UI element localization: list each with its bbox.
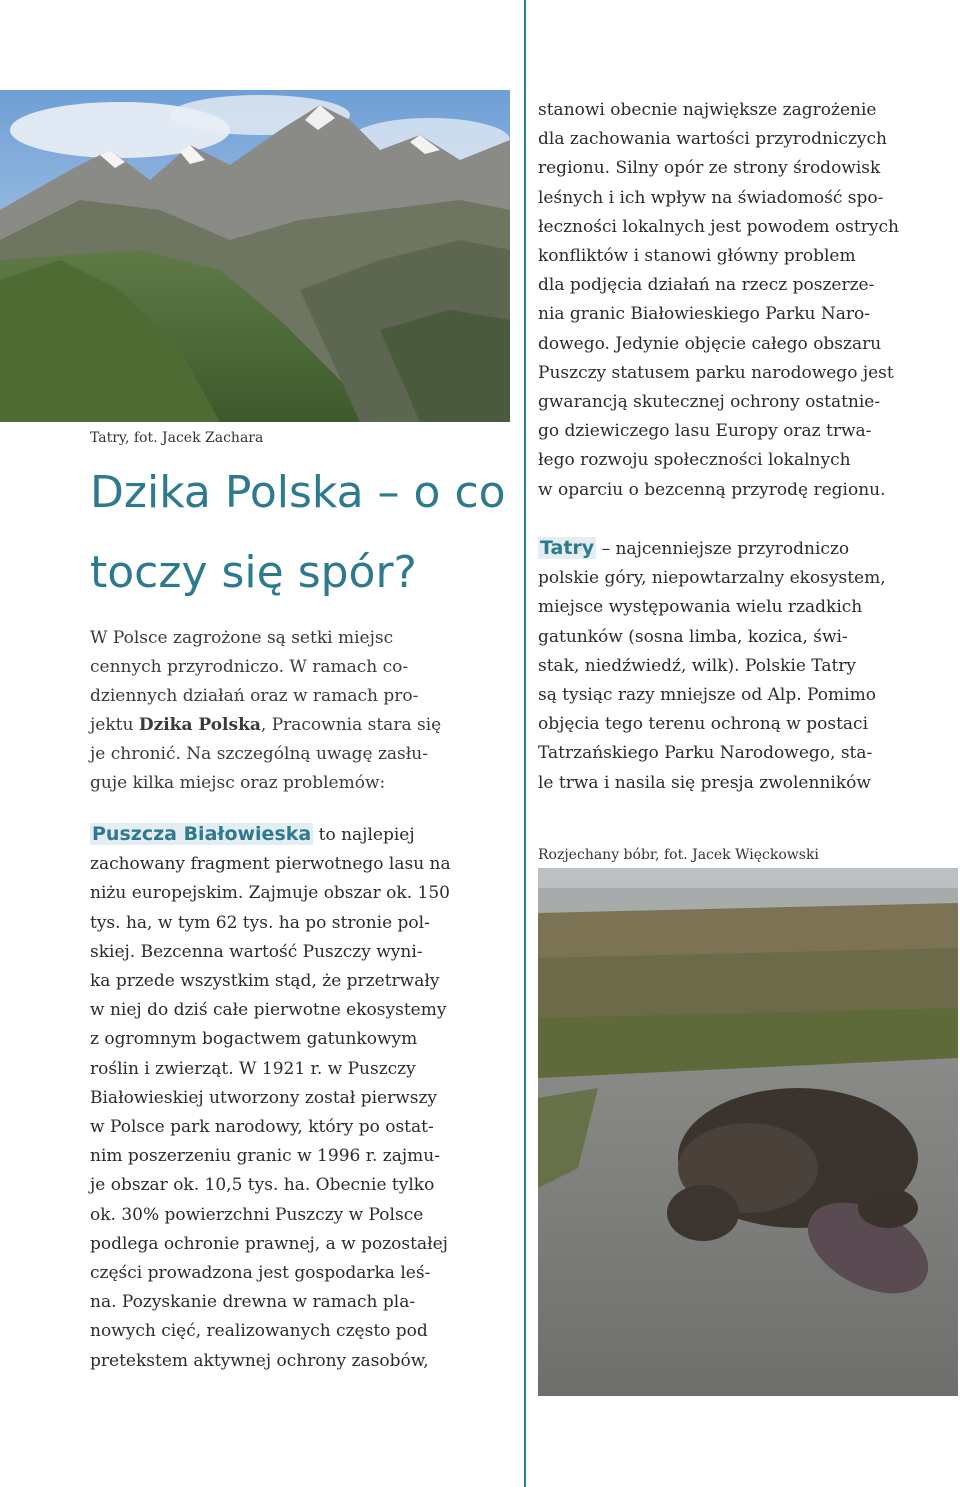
text-line: guje kilka miejsc oraz problemów: [90,773,386,793]
text-line: na. Pozyskanie drewna w ramach pla- [90,1292,416,1313]
text-line: le trwa i nasila się presja zwolenników [538,772,871,793]
text-line: dowego. Jedynie objęcie całego obszaru [538,333,882,354]
text-line: dziennych działań oraz w ramach pro- [90,686,419,706]
text-line: leśnych i ich wpływ na świadomość spo- [538,187,884,208]
text-fragment: to najlepiej [313,825,415,845]
section-heading-tatry: Tatry [540,537,595,559]
text-line: Tatrzańskiego Parku Narodowego, sta- [538,743,873,764]
text-line: je obszar ok. 10,5 tys. ha. Obecnie tylko [90,1175,435,1196]
text-line: w niej do dziś całe pierwotne ekosystemy [90,1000,447,1021]
continuation-paragraph [538,96,899,505]
column-divider [524,0,526,1487]
mountains-photo [0,90,510,422]
text-line [90,711,441,740]
text-line [90,820,451,850]
project-name: Dzika Polska [138,715,261,735]
text-line: w Polsce park narodowy, który po ostat- [90,1117,434,1138]
text-line: gwarancją skutecznej ochrony ostatnie- [538,392,881,413]
text-line: Białowieskiej utworzony został pierwszy [90,1087,438,1108]
text-line: tys. ha, w tym 62 tys. ha po stronie pol- [90,912,430,933]
text-line: stanowi obecnie największe zagrożenie [538,100,877,120]
text-line: części prowadzona jest gospodarka leś- [90,1263,431,1284]
text-line: polskie góry, niepowtarzalny ekosystem, [538,568,886,589]
text-line: w oparciu o bezcenną przyrodę regionu. [538,479,886,500]
mountains-photo-caption: Tatry, fot. Jacek Zachara [90,430,264,446]
text-line: konfliktów i stanowi główny problem [538,246,856,267]
text-line: zachowany fragment pierwotnego lasu na [90,854,451,875]
text-line: roślin i zwierząt. W 1921 r. w Puszczy [90,1058,416,1079]
text-line: skiej. Bezcenna wartość Puszczy wyni- [90,941,423,962]
text-line: W Polsce zagrożone są setki miejsc [90,628,394,648]
text-line: łego rozwoju społeczności lokalnych [538,450,851,471]
text-fragment: jektu [90,715,139,735]
text-line: dla zachowania wartości przyrodniczych [538,129,887,150]
beaver-photo [538,868,958,1396]
text-line: regionu. Silny opór ze strony środowisk [538,158,881,179]
text-line: podlega ochronie prawnej, a w pozostałej [90,1233,448,1254]
article-title [90,466,510,600]
tatry-section [538,534,886,798]
text-fragment: – najcenniejsze przyrodniczo [596,539,850,559]
beaver-photo-caption: Rozjechany bóbr, fot. Jacek Więckowski [538,847,819,863]
text-line: z ogromnym bogactwem gatunkowym [90,1029,418,1050]
text-line: cennych przyrodniczo. W ramach co- [90,657,409,677]
text-line: Puszczy statusem parku narodowego jest [538,362,894,383]
text-line: je chronić. Na szczególną uwagę zasłu- [90,744,428,764]
text-line: ka przede wszystkim stąd, że przetrwały [90,971,440,992]
puszcza-section [90,820,451,1376]
text-line: nia granic Białowieskiego Parku Naro- [538,304,870,325]
text-line: pretekstem aktywnej ochrony zasobów, [90,1350,429,1371]
text-line: miejsce występowania wielu rzadkich [538,597,863,618]
text-line: objęcia tego terenu ochroną w postaci [538,714,869,735]
text-line: ok. 30% powierzchni Puszczy w Polsce [90,1204,424,1225]
text-line: dla podjęcia działań na rzecz poszerze- [538,275,875,296]
title-line: toczy się spór? [90,547,417,598]
text-line: nowych cięć, realizowanych często pod [90,1321,428,1342]
text-line: są tysiąc razy mniejsze od Alp. Pomimo [538,685,876,706]
text-line: niżu europejskim. Zajmuje obszar ok. 150 [90,883,450,904]
text-line: gatunków (sosna limba, kozica, świ- [538,626,848,647]
section-heading-puszcza: Puszcza Białowieska [92,823,312,845]
intro-paragraph [90,624,441,798]
text-line [538,534,886,564]
text-fragment: , Pracownia stara się [260,715,442,735]
text-line: łeczności lokalnych jest powodem ostrych [538,216,899,237]
text-line: go dziewiczego lasu Europy oraz trwa- [538,421,872,442]
title-line: Dzika Polska – o co [90,467,506,518]
text-line: stak, niedźwiedź, wilk). Polskie Tatry [538,655,857,676]
text-line: nim poszerzeniu granic w 1996 r. zajmu- [90,1146,440,1167]
